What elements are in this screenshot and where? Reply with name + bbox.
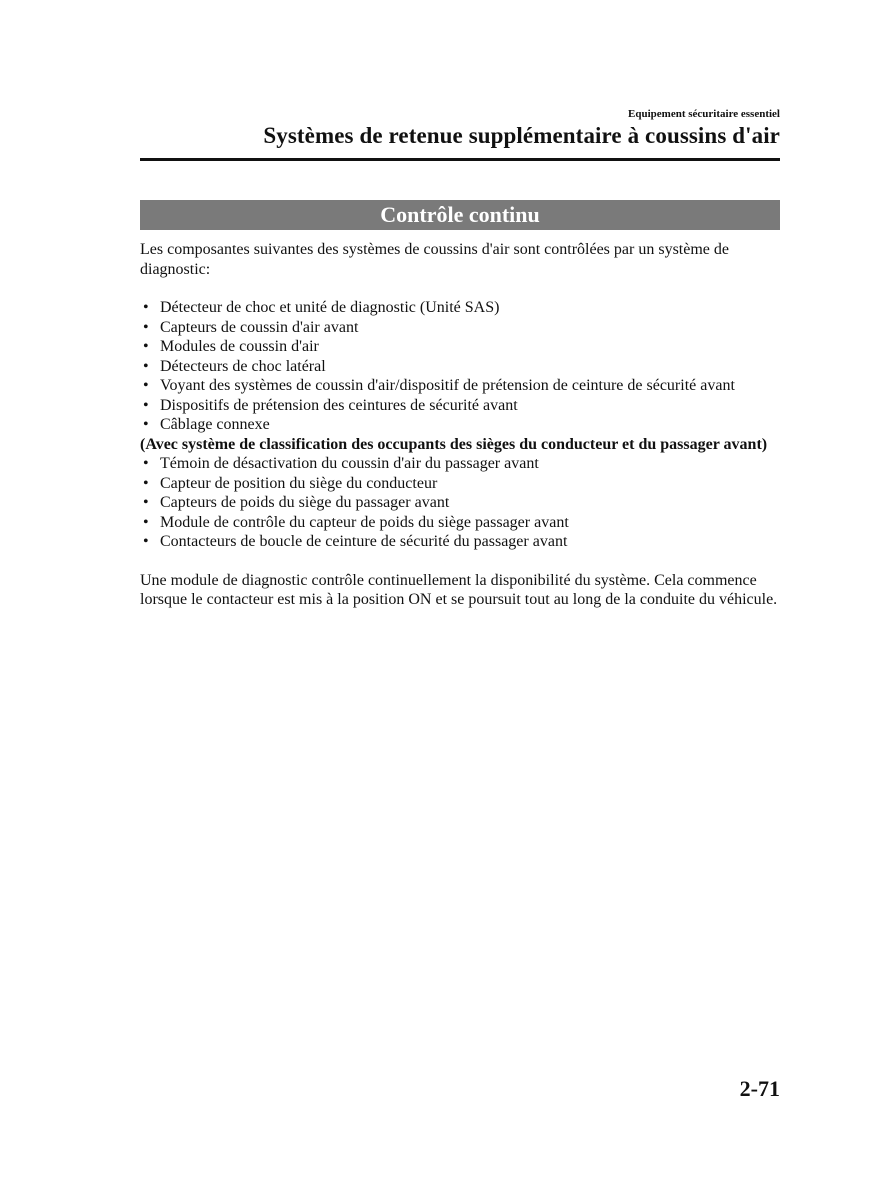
bullet-icon: • <box>143 377 149 394</box>
bullet-icon: • <box>143 299 149 316</box>
header-divider <box>140 158 780 161</box>
chapter-label: Equipement sécuritaire essentiel <box>628 108 780 120</box>
list-item: • Capteur de position du siège du conducteur <box>143 474 438 492</box>
intro-paragraph: Les composantes suivantes des systèmes de coussins d'air sont contrôlées par un système de diagnostic: <box>140 241 729 278</box>
section-heading: Contrôle continu <box>140 200 780 230</box>
bullet-icon: • <box>143 533 149 550</box>
list-item: • Module de contrôle du capteur de poids du siège passager avant <box>143 513 569 531</box>
list-item: • Capteurs de poids du siège du passager avant <box>143 494 450 511</box>
bullet-icon: • <box>143 396 149 414</box>
list-item: • Voyant des systèmes de coussin d'air/dispositif de prétension de ceinture de sécurité avant <box>143 377 735 394</box>
list-item: • Câblage connexe <box>143 416 270 433</box>
page-title: Systèmes de retenue supplémentaire à coussins d'air <box>263 123 780 148</box>
list-item: • Capteurs de coussin d'air avant <box>143 318 359 336</box>
bullet-icon: • <box>143 474 149 492</box>
page-number: 2-71 <box>739 1076 780 1101</box>
bullet-icon: • <box>143 494 149 511</box>
list-item: • Modules de coussin d'air <box>143 338 319 355</box>
bullet-icon: • <box>143 318 149 336</box>
list-item: • Détecteur de choc et unité de diagnostic (Unité SAS) <box>143 299 500 316</box>
bullet-icon: • <box>143 338 149 355</box>
list-item: • Détecteurs de choc latéral <box>143 357 326 375</box>
body-content <box>140 240 780 610</box>
bullet-icon: • <box>143 513 149 531</box>
occupant-classification-subheading: (Avec système de classification des occupants des sièges du conducteur et du passager avant) <box>140 435 768 453</box>
bullet-icon: • <box>143 455 149 472</box>
bullet-icon: • <box>143 416 149 433</box>
occupant-classification-list <box>140 454 780 552</box>
closing-paragraph: Une module de diagnostic contrôle continuellement la disponibilité du système. Cela commence lorsque le contacteur est mis à la position ON et se poursuit tout au long de la conduite du véhicule. <box>140 571 778 608</box>
bullet-icon: • <box>143 357 149 375</box>
list-item: • Témoin de désactivation du coussin d'air du passager avant <box>143 455 539 472</box>
list-item: • Contacteurs de boucle de ceinture de sécurité du passager avant <box>143 533 568 550</box>
list-item: • Dispositifs de prétension des ceintures de sécurité avant <box>143 396 518 414</box>
monitored-components-list <box>140 298 780 435</box>
